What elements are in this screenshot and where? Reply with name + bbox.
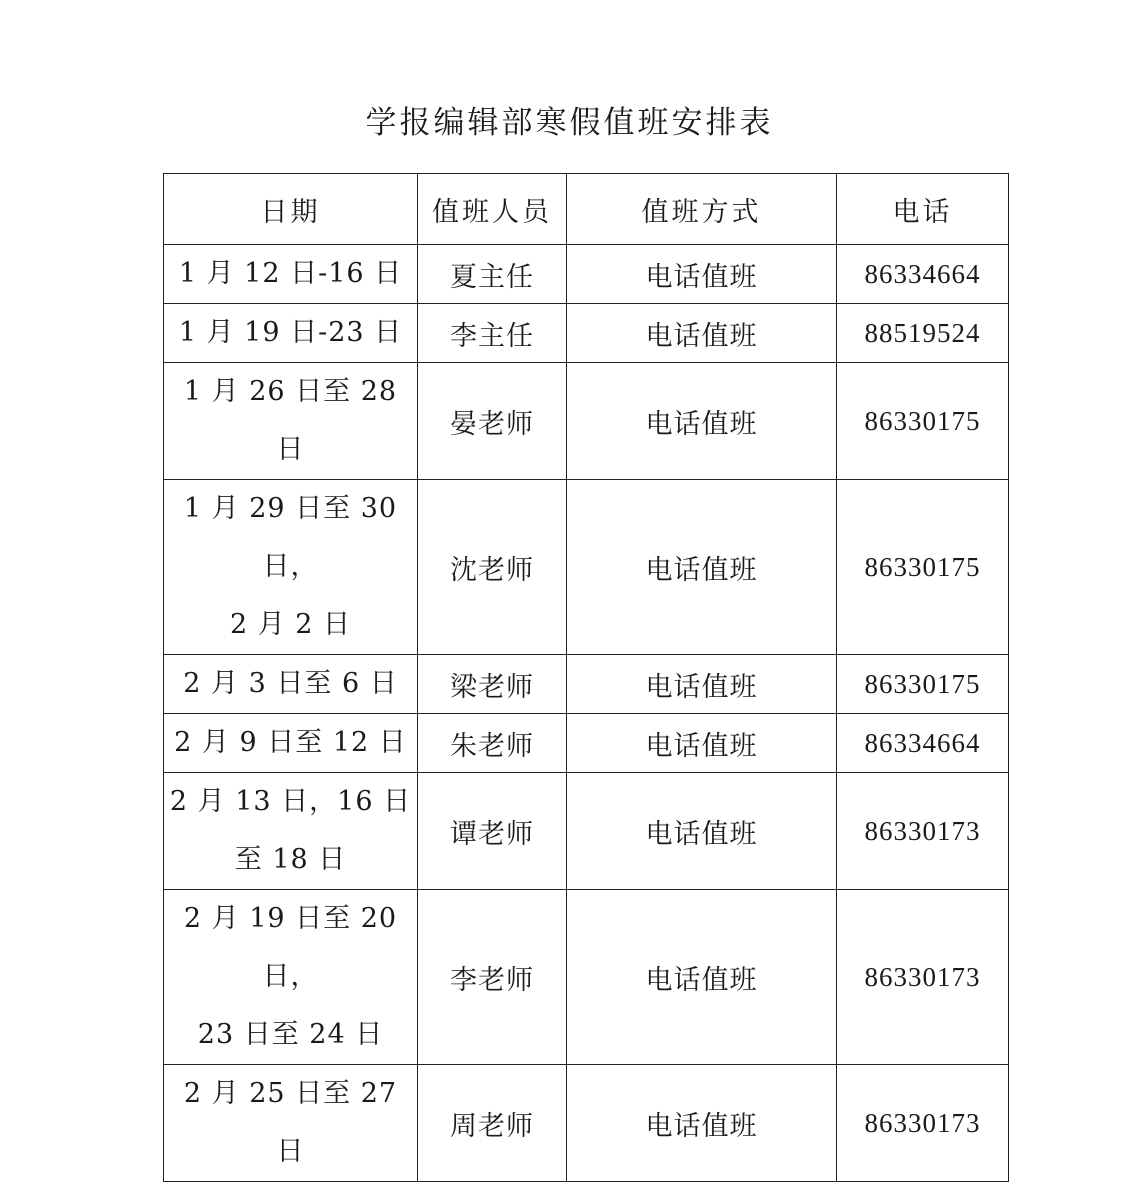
table-row xyxy=(164,480,1009,655)
mode-cell: 电话值班 xyxy=(567,480,837,655)
date-text: 1 月 26 日至 28 日 xyxy=(183,376,398,465)
date-text: 1 月 29 日至 30 日， xyxy=(183,493,398,582)
person-cell: 梁老师 xyxy=(418,655,567,714)
date-cell xyxy=(164,1065,418,1182)
person-cell: 李主任 xyxy=(418,304,567,363)
person-cell: 晏老师 xyxy=(418,363,567,480)
date-cell xyxy=(164,773,418,890)
phone-cell: 88519524 xyxy=(837,304,1009,363)
phone-cell: 86334664 xyxy=(837,245,1009,304)
date-cell xyxy=(164,714,418,773)
person-cell: 沈老师 xyxy=(418,480,567,655)
table-row xyxy=(164,245,1009,304)
table-row xyxy=(164,1065,1009,1182)
table-row xyxy=(164,714,1009,773)
table-header-row xyxy=(164,174,1009,245)
date-text: 2 月 19 日至 20 日， xyxy=(183,903,398,992)
date-text: 23 日至 24 日 xyxy=(197,1019,384,1050)
duty-schedule-table xyxy=(163,173,1009,1182)
mode-cell: 电话值班 xyxy=(567,304,837,363)
mode-cell: 电话值班 xyxy=(567,773,837,890)
header-person: 值班人员 xyxy=(418,174,567,245)
table-row xyxy=(164,655,1009,714)
date-cell xyxy=(164,363,418,480)
page-title: 学报编辑部寒假值班安排表 xyxy=(365,105,774,141)
date-text: 至 18 日 xyxy=(234,844,347,875)
phone-cell: 86330173 xyxy=(837,1065,1009,1182)
date-text: 1 月 12 日-16 日 xyxy=(178,258,403,289)
date-text: 2 月 9 日至 12 日 xyxy=(174,727,407,758)
table-row xyxy=(164,890,1009,1065)
table-row xyxy=(164,363,1009,480)
phone-cell: 86330173 xyxy=(837,890,1009,1065)
table-row xyxy=(164,304,1009,363)
person-cell: 李老师 xyxy=(418,890,567,1065)
date-text: 2 月 2 日 xyxy=(229,609,352,640)
table-row xyxy=(164,773,1009,890)
header-date: 日期 xyxy=(164,174,418,245)
date-text: 2 月 3 日至 6 日 xyxy=(183,668,398,699)
phone-cell: 86334664 xyxy=(837,714,1009,773)
person-cell: 谭老师 xyxy=(418,773,567,890)
mode-cell: 电话值班 xyxy=(567,363,837,480)
date-cell xyxy=(164,890,418,1065)
date-cell xyxy=(164,480,418,655)
mode-cell: 电话值班 xyxy=(567,714,837,773)
phone-cell: 86330173 xyxy=(837,773,1009,890)
mode-cell: 电话值班 xyxy=(567,1065,837,1182)
phone-cell: 86330175 xyxy=(837,480,1009,655)
date-text: 1 月 19 日-23 日 xyxy=(178,317,403,348)
mode-cell: 电话值班 xyxy=(567,655,837,714)
person-cell: 朱老师 xyxy=(418,714,567,773)
date-cell xyxy=(164,245,418,304)
person-cell: 周老师 xyxy=(418,1065,567,1182)
mode-cell: 电话值班 xyxy=(567,245,837,304)
header-phone: 电话 xyxy=(837,174,1009,245)
date-cell xyxy=(164,655,418,714)
date-text: 2 月 25 日至 27 日 xyxy=(183,1078,398,1167)
mode-cell: 电话值班 xyxy=(567,890,837,1065)
date-cell xyxy=(164,304,418,363)
phone-cell: 86330175 xyxy=(837,363,1009,480)
header-mode: 值班方式 xyxy=(567,174,837,245)
date-text: 2 月 13 日，16 日 xyxy=(169,786,412,817)
person-cell: 夏主任 xyxy=(418,245,567,304)
phone-cell: 86330175 xyxy=(837,655,1009,714)
